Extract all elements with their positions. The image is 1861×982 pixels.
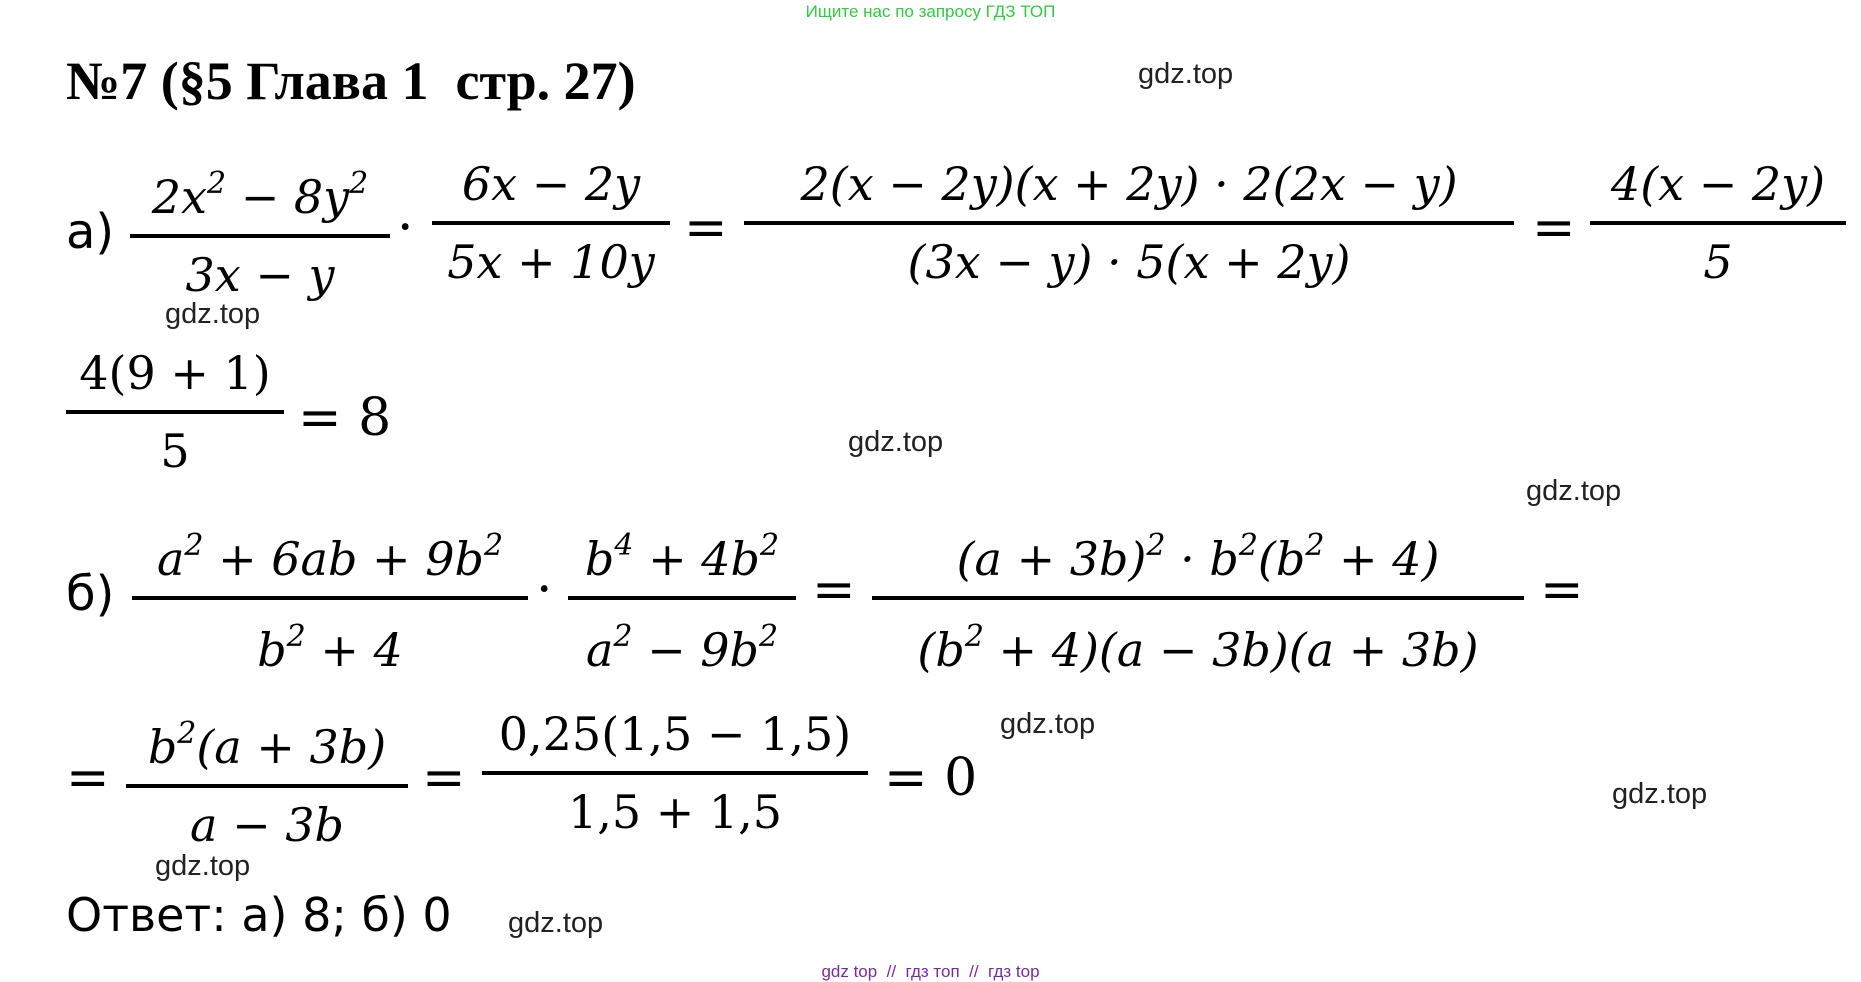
equals-sign: = (422, 748, 466, 808)
watermark: gdz.top (508, 907, 604, 939)
numerator: 4(9 + 1) (79, 346, 271, 400)
fraction-bar (132, 596, 528, 600)
footer-watermark: gdz top // гдз топ // гдз top (821, 962, 1040, 981)
denominator: 3x − y (185, 248, 335, 302)
equals-sign: = (1540, 560, 1584, 620)
fraction-b4 (126, 706, 408, 853)
watermark: gdz.top (1612, 778, 1708, 810)
fraction-bar (482, 771, 868, 775)
fraction-a3 (744, 156, 1514, 290)
numerator: $(a + 3b)^2 \cdot b^2(b^2 + 4)$ (956, 528, 1440, 586)
part-b-label: б) (66, 566, 115, 622)
fraction-bar (568, 596, 796, 600)
fraction-bar (1590, 221, 1846, 225)
numerator: 6x − 2y (461, 157, 641, 211)
equals-sign: = (812, 560, 856, 620)
watermark: gdz.top (848, 426, 944, 458)
fraction-b5 (482, 706, 868, 840)
denominator: a − 3b (190, 798, 344, 852)
watermark: gdz.top (1138, 58, 1234, 90)
denominator: 1,5 + 1,5 (567, 785, 783, 839)
fraction-a1 (130, 156, 390, 303)
equals-sign: = (66, 748, 110, 808)
denominator: 5 (1703, 235, 1733, 289)
numerator: 2(x − 2y)(x + 2y) · 2(2x − y) (800, 157, 1458, 211)
numerator: $b^4 + 4b^2$ (584, 528, 780, 586)
exercise-title: №7 (§5 Глава 1 стр. 27) (66, 51, 636, 111)
numerator: $b^2(a + 3b)$ (147, 716, 387, 774)
denominator: $a^2 - 9b^2$ (585, 619, 779, 677)
denominator: (3x − y) · 5(x + 2y) (907, 235, 1351, 289)
fraction-bar (126, 784, 408, 788)
fraction-a5 (66, 345, 284, 479)
watermark: gdz.top (1526, 475, 1622, 507)
fraction-a2 (432, 156, 670, 290)
search-hint-banner: Ищите нас по запросу ГДЗ ТОП (805, 2, 1056, 21)
watermark: gdz.top (165, 298, 261, 330)
result-b: = 0 (884, 748, 978, 808)
denominator: $(b^2 + 4)(a - 3b)(a + 3b)$ (917, 619, 1479, 677)
fraction-bar (432, 221, 670, 225)
equals-sign: = (684, 198, 728, 258)
equals-sign: = (1532, 198, 1576, 258)
fraction-bar (744, 221, 1514, 225)
numerator: 0,25(1,5 − 1,5) (498, 707, 852, 761)
numerator: 4(x − 2y) (1610, 157, 1826, 211)
multiply-dot: · (536, 560, 553, 620)
final-answer: Ответ: а) 8; б) 0 (66, 888, 452, 942)
denominator: 5 (160, 424, 190, 478)
denominator: $b^2 + 4$ (257, 619, 403, 677)
fraction-b1 (132, 518, 528, 678)
part-a-label: а) (66, 204, 115, 260)
fraction-a4 (1590, 156, 1846, 290)
watermark: gdz.top (155, 850, 251, 882)
fraction-b2 (568, 518, 796, 678)
denominator: 5x + 10y (447, 235, 655, 289)
fraction-bar (66, 410, 284, 414)
fraction-bar (130, 234, 390, 238)
result-a: = 8 (298, 388, 392, 448)
fraction-b3 (872, 518, 1524, 678)
watermark: gdz.top (1000, 708, 1096, 740)
numerator: $a^2 + 6ab + 9b^2$ (156, 528, 504, 586)
numerator: $2x^2 - 8y^2$ (151, 166, 369, 224)
multiply-dot: · (397, 198, 414, 258)
fraction-bar (872, 596, 1524, 600)
